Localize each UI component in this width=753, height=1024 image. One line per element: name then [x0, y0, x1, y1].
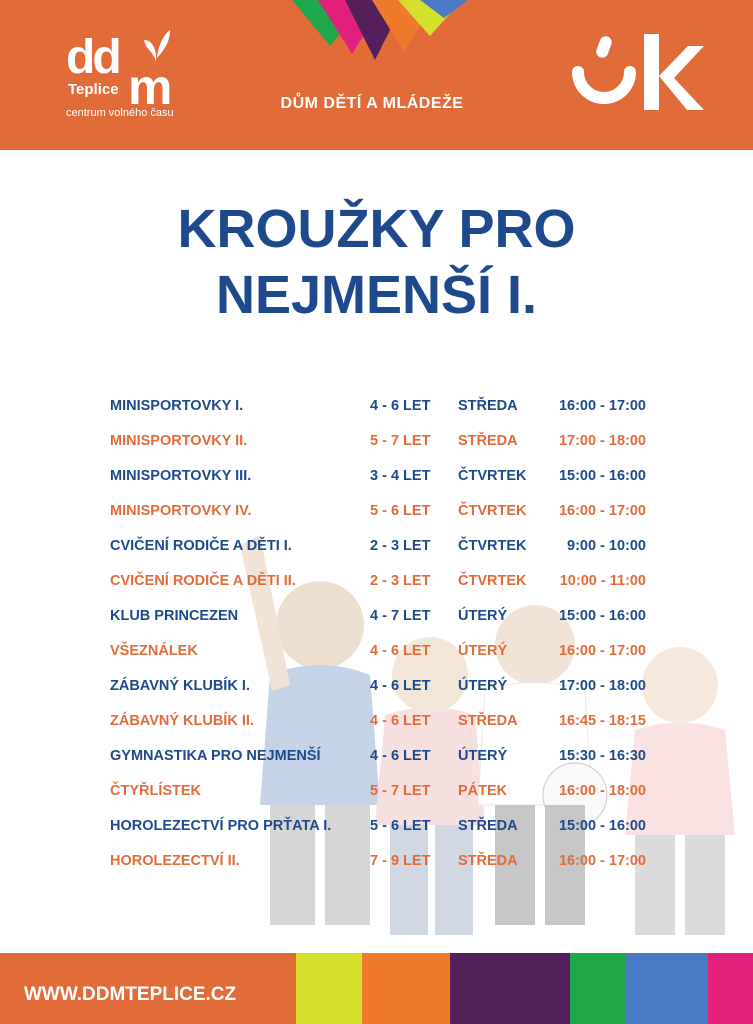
course-name: ZÁBAVNÝ KLUBÍK II.	[110, 713, 254, 729]
logo-subtitle: centrum volného času	[66, 107, 174, 119]
course-name: KLUB PRINCEZEN	[110, 608, 239, 624]
age-range: 5 - 6 LET	[370, 503, 431, 519]
age-range: 5 - 6 LET	[370, 818, 431, 834]
course-name: HOROLEZECTVÍ PRO PRŤATA I.	[110, 818, 332, 834]
footer-color-band	[626, 953, 714, 1024]
time-slot: 16:45 - 18:15	[558, 713, 646, 729]
footer-color-band	[296, 953, 368, 1024]
schedule-row	[110, 776, 670, 811]
footer-color-band	[450, 953, 576, 1024]
time-slot: 16:00 - 17:00	[558, 853, 646, 869]
time-slot: 16:00 - 18:00	[558, 783, 646, 799]
logo-city: Teplice	[68, 81, 119, 98]
course-name: GYMNASTIKA PRO NEJMENŠÍ	[110, 748, 321, 764]
weekday: STŘEDA	[458, 853, 518, 869]
page-title	[0, 196, 753, 328]
course-name: VŠEZNÁLEK	[110, 643, 198, 659]
weekday: STŘEDA	[458, 818, 518, 834]
course-name: ZÁBAVNÝ KLUBÍK I.	[110, 678, 250, 694]
course-name: MINISPORTOVKY II.	[110, 433, 248, 449]
time-slot: 17:00 - 18:00	[558, 433, 646, 449]
time-slot: 16:00 - 17:00	[558, 643, 646, 659]
time-slot: 15:00 - 16:00	[558, 468, 646, 484]
schedule-row	[110, 566, 670, 601]
schedule-list	[110, 391, 670, 881]
course-name: CVIČENÍ RODIČE A DĚTI II.	[110, 573, 296, 589]
weekday: ČTVRTEK	[458, 573, 527, 589]
schedule-row	[110, 426, 670, 461]
course-name: MINISPORTOVKY IV.	[110, 503, 252, 519]
title-line-1: KROUŽKY PRO	[177, 199, 576, 259]
weekday: ÚTERÝ	[458, 643, 508, 659]
partner-logo	[570, 30, 704, 120]
schedule-row	[110, 741, 670, 776]
time-slot: 15:00 - 16:00	[558, 608, 646, 624]
time-slot: 16:00 - 17:00	[558, 398, 646, 414]
age-range: 4 - 6 LET	[370, 643, 431, 659]
weekday: STŘEDA	[458, 433, 518, 449]
course-name: CVIČENÍ RODIČE A DĚTI I.	[110, 538, 292, 554]
time-slot: 17:00 - 18:00	[558, 678, 646, 694]
weekday: ČTVRTEK	[458, 503, 527, 519]
schedule-row	[110, 706, 670, 741]
age-range: 4 - 7 LET	[370, 608, 431, 624]
age-range: 4 - 6 LET	[370, 748, 431, 764]
time-slot: 9:00 - 10:00	[567, 538, 646, 554]
website-link[interactable]: WWW.DDMTEPLICE.CZ	[24, 984, 237, 1005]
course-name: HOROLEZECTVÍ II.	[110, 853, 240, 869]
logo-m-text: m	[128, 59, 173, 115]
time-slot: 15:30 - 16:30	[558, 748, 646, 764]
schedule-row	[110, 531, 670, 566]
weekday: STŘEDA	[458, 398, 518, 414]
age-range: 3 - 4 LET	[370, 468, 431, 484]
footer-color-band	[570, 953, 630, 1024]
age-range: 4 - 6 LET	[370, 398, 431, 414]
footer-color-band	[362, 953, 456, 1024]
course-name: ČTYŘLÍSTEK	[110, 783, 202, 799]
header-tagline: DŮM DĚTÍ A MLÁDEŽE	[280, 95, 464, 112]
age-range: 5 - 7 LET	[370, 783, 431, 799]
time-slot: 15:00 - 16:00	[558, 818, 646, 834]
course-name: MINISPORTOVKY III.	[110, 468, 252, 484]
age-range: 7 - 9 LET	[370, 853, 431, 869]
age-range: 2 - 3 LET	[370, 538, 431, 554]
schedule-row	[110, 846, 670, 881]
schedule-row	[110, 461, 670, 496]
weekday: ČTVRTEK	[458, 538, 527, 554]
weekday: STŘEDA	[458, 713, 518, 729]
schedule-row	[110, 636, 670, 671]
schedule-row	[110, 811, 670, 846]
title-line-2: NEJMENŠÍ I.	[215, 265, 538, 325]
course-name: MINISPORTOVKY I.	[110, 398, 244, 414]
header-banner	[0, 0, 753, 150]
weekday: ÚTERÝ	[458, 608, 508, 624]
schedule-row	[110, 496, 670, 531]
footer-color-band	[708, 953, 753, 1024]
weekday: ÚTERÝ	[458, 748, 508, 764]
time-slot: 16:00 - 17:00	[558, 503, 646, 519]
age-range: 5 - 7 LET	[370, 433, 431, 449]
weekday: ÚTERÝ	[458, 678, 508, 694]
decor-triangle	[420, 0, 468, 18]
time-slot: 10:00 - 11:00	[559, 573, 646, 589]
age-range: 2 - 3 LET	[370, 573, 431, 589]
age-range: 4 - 6 LET	[370, 678, 431, 694]
logo-dd-text: dd	[66, 31, 119, 84]
weekday: PÁTEK	[458, 783, 508, 799]
schedule-row	[110, 671, 670, 706]
schedule-row	[110, 601, 670, 636]
schedule-row	[110, 391, 670, 426]
age-range: 4 - 6 LET	[370, 713, 431, 729]
footer-banner	[0, 953, 753, 1024]
weekday: ČTVRTEK	[458, 468, 527, 484]
